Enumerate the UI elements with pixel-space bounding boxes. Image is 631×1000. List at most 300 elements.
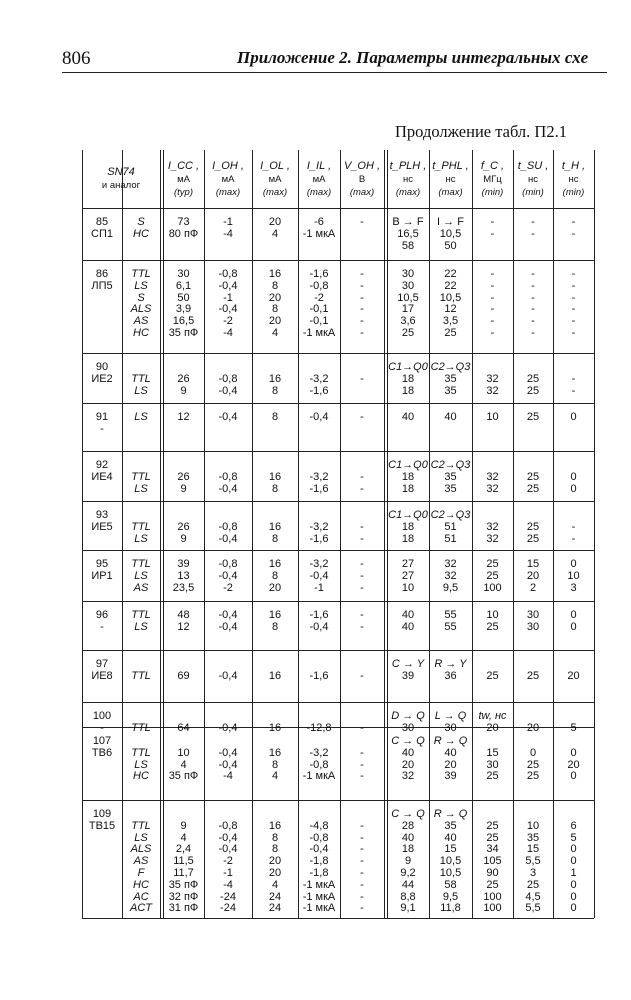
cell-line: 22 [444, 268, 457, 280]
cell-line: - [360, 902, 364, 915]
cell-line: -1,6 [309, 268, 329, 280]
cell-line: R → Y [434, 658, 467, 670]
cell-tphl [429, 809, 472, 915]
cell-line: 8 [271, 843, 279, 856]
cell-line: C → Y [391, 658, 425, 670]
cell-line: 0 [570, 878, 577, 891]
cell-line: 0 [570, 411, 577, 423]
cell-iil [298, 522, 340, 546]
cell-voh [340, 671, 384, 683]
cell-series [122, 374, 160, 398]
cell-series [122, 412, 160, 424]
cell-series [122, 671, 160, 683]
cell-line: 5,5 [525, 855, 541, 868]
cell-line: 6 [570, 819, 577, 832]
cell-line: 15 [444, 843, 457, 856]
cell-line: HC [133, 770, 149, 783]
cell-line: ТВ15 [88, 819, 116, 832]
cell-tplh [387, 809, 429, 915]
cell-line: 25 [526, 758, 540, 771]
cell-line: - [571, 268, 576, 280]
cell-line: 100 [483, 902, 502, 915]
cell-line: 35 пФ [168, 326, 199, 339]
header-cell [298, 150, 340, 208]
cell-line: 50 [444, 239, 457, 252]
cell-iil [298, 269, 340, 340]
cell-line: 32 [486, 372, 499, 385]
cell-line: 4 [271, 326, 279, 339]
cell-line: ТВ6 [91, 746, 113, 759]
table-row [82, 601, 594, 650]
cell-line: 30 [401, 268, 415, 280]
cell-line: -4 [223, 326, 233, 339]
cell-line: -1 [314, 581, 324, 594]
cell-line: 25 [444, 326, 457, 339]
cell-ioh [204, 610, 252, 634]
cell-line: 8,8 [400, 890, 416, 903]
cell-line: 32 [444, 558, 457, 570]
cell-line: LS [134, 569, 148, 582]
cell-line: 40 [444, 411, 457, 423]
cell-line: -0,4 [218, 482, 238, 495]
cell-tsu [513, 748, 553, 783]
cell-line: - [571, 384, 576, 397]
cell-line: 18 [401, 470, 415, 483]
cell-line: -1 [223, 216, 233, 228]
table-row [82, 353, 594, 403]
cell-line: 97 [95, 658, 109, 670]
cell-line: AS [133, 855, 149, 868]
cell-voh [340, 412, 384, 424]
cell-line: 8 [271, 532, 279, 545]
cell-line: - [360, 878, 364, 891]
cell-line: - [360, 819, 364, 832]
cell-iol [252, 472, 298, 496]
cell-line: 9 [180, 482, 187, 495]
cell-line: - [531, 279, 535, 292]
cell-line: C1→Q0 [388, 459, 428, 471]
cell-line: -0,4 [218, 758, 238, 771]
cell-fc [472, 748, 513, 783]
cell-line: TTL [131, 609, 151, 621]
cell-line: 25 [526, 532, 540, 545]
cell-line: 55 [444, 620, 457, 633]
cell-line: - [100, 620, 104, 633]
cell-iol [252, 217, 298, 241]
cell-line: -0,4 [218, 669, 238, 682]
cell-line: - [360, 372, 364, 385]
cell-line: - [571, 326, 576, 339]
cell-fc [472, 412, 513, 424]
cell-line: 12 [444, 303, 457, 316]
cell-tphl [429, 559, 472, 594]
cell-line: 25 [526, 411, 540, 423]
cell-line: 10 [486, 609, 499, 621]
cell-line: 1 [570, 866, 577, 879]
cell-tsu [513, 610, 553, 634]
cell-line: -1,6 [309, 384, 329, 397]
cell-icc [163, 610, 204, 634]
cell-line: -24 [220, 902, 236, 915]
cell-line: - [571, 291, 576, 304]
cell-th [553, 671, 594, 683]
cell-line: -1 мкА [302, 890, 336, 903]
cell-line: 10,5 [439, 227, 462, 240]
cell-line: 3,6 [400, 315, 416, 328]
header-cell [553, 150, 594, 208]
cell-line: C1→Q0 [388, 361, 428, 373]
table-row [82, 800, 594, 918]
cell-line: 40 [401, 831, 415, 844]
table-row [82, 260, 594, 353]
cell-tphl [429, 217, 472, 252]
cell-line: - [360, 770, 364, 783]
cell-line: 95 [95, 558, 109, 570]
cell-line: 25 [486, 819, 499, 832]
cell-line: - [360, 303, 364, 316]
cell-iil [298, 671, 340, 683]
cell-line: 32 [486, 470, 499, 483]
cell-line: 58 [444, 878, 457, 891]
cell-series [122, 559, 160, 594]
cell-line: - [360, 669, 364, 682]
cell-line: 24 [268, 902, 282, 915]
cell-line: 8 [271, 411, 279, 423]
cell-line: -3,2 [309, 558, 329, 570]
header-cell [513, 150, 553, 208]
cell-line: -0,4 [218, 569, 238, 582]
cell-line: ALS [130, 303, 152, 316]
cell-line: - [490, 227, 495, 240]
cell-line: 48 [177, 609, 190, 621]
cell-line: -1 мкА [302, 227, 336, 240]
cell-line: 24 [268, 890, 282, 903]
cell-line: 39 [177, 558, 190, 570]
cell-tphl [429, 736, 472, 783]
cell-line: 0 [570, 482, 577, 495]
cell-line: LS [134, 279, 148, 292]
cell-num [82, 362, 122, 386]
header-note: (typ) [174, 186, 193, 198]
cell-ioh [204, 472, 252, 496]
cell-line: 27 [401, 569, 415, 582]
cell-line: - [571, 520, 576, 533]
cell-line: 3,9 [175, 303, 192, 316]
cell-line: - [360, 581, 364, 594]
cell-line: 8 [271, 482, 279, 495]
header-cell [340, 150, 384, 208]
cell-line: -0,4 [309, 843, 329, 856]
cell-line: 5 [570, 831, 577, 844]
cell-line: 8 [271, 279, 279, 292]
cell-line: 35 [526, 831, 540, 844]
cell-line: 9 [404, 855, 412, 868]
cell-line: -1,8 [309, 866, 329, 879]
cell-fc [472, 821, 513, 915]
cell-tsu [513, 559, 553, 594]
cell-line: TTL [131, 819, 151, 832]
cell-line: 20 [526, 569, 540, 582]
cell-line: - [360, 216, 364, 228]
cell-line: 51 [444, 520, 457, 533]
cell-fc [472, 472, 513, 496]
cell-line: AS [133, 581, 149, 594]
cell-line: 35 пФ [168, 878, 199, 891]
cell-line: 31 пФ [168, 902, 199, 915]
cell-line: 36 [444, 669, 457, 682]
cell-icc [163, 412, 204, 424]
cell-line: - [100, 422, 104, 435]
cell-line: 15 [526, 558, 540, 570]
cell-line: -6 [314, 216, 324, 228]
cell-line: 4 [271, 770, 279, 783]
cell-line: 22 [444, 279, 457, 292]
cell-th [553, 374, 594, 398]
cell-line: 26 [177, 520, 190, 533]
cell-fc [472, 559, 513, 594]
cell-line: B → F [392, 216, 424, 228]
header-note: (max) [215, 186, 241, 198]
cell-iol [252, 522, 298, 546]
cell-line: F [137, 866, 145, 879]
cell-th [553, 217, 594, 241]
cell-line: I → F [437, 216, 464, 228]
cell-line: 9 [180, 532, 187, 545]
header-symbol: t_PHL , [432, 159, 469, 172]
header-cell [82, 150, 160, 208]
cell-line: 0 [570, 746, 577, 759]
cell-series [122, 269, 160, 340]
header-note: (min) [522, 186, 544, 198]
cell-ioh [204, 412, 252, 424]
cell-line: - [360, 609, 364, 621]
cell-line: 35 [444, 482, 457, 495]
cell-line: 8 [271, 620, 279, 633]
header-symbol: V_OH , [343, 159, 381, 172]
cell-line: -4 [223, 227, 233, 240]
cell-line: - [490, 268, 495, 280]
cell-line: 0 [570, 902, 577, 915]
header-note: (max) [262, 186, 288, 198]
cell-line: 16,5 [172, 315, 195, 328]
cell-line: - [571, 532, 576, 545]
cell-line: ACT [130, 902, 152, 915]
header-cell [163, 150, 204, 208]
header-unit: нс [445, 173, 456, 185]
cell-line: -0,8 [218, 372, 238, 385]
cell-line: 16 [268, 268, 282, 280]
cell-line: - [531, 216, 535, 228]
table-caption: Продолжение табл. П2.1 [395, 122, 567, 141]
cell-icc [163, 671, 204, 683]
cell-line: 64 [177, 721, 190, 734]
cell-line: 11,8 [440, 902, 461, 915]
header-cell [252, 150, 298, 208]
cell-line: 15 [526, 843, 540, 856]
cell-tplh [387, 659, 429, 683]
cell-line: ЛП5 [91, 279, 113, 292]
cell-num [82, 736, 122, 760]
cell-line: 5,5 [525, 902, 541, 915]
cell-line: -2 [223, 315, 233, 328]
cell-line: 20 [268, 291, 282, 304]
cell-tplh [387, 510, 429, 545]
cell-line: 109 [92, 808, 112, 820]
cell-line: R → Q [433, 808, 468, 820]
cell-line: 40 [444, 746, 457, 759]
header-rule [62, 72, 607, 73]
cell-ioh [204, 217, 252, 241]
cell-iol [252, 412, 298, 424]
cell-num [82, 659, 122, 683]
cell-line: 26 [177, 470, 190, 483]
cell-line: 10 [526, 819, 540, 832]
cell-line: - [490, 326, 495, 339]
cell-voh [340, 748, 384, 783]
table-row [82, 501, 594, 550]
cell-line: - [360, 569, 364, 582]
cell-iol [252, 374, 298, 398]
cell-line: TTL [131, 746, 151, 759]
cell-line: 90 [95, 361, 109, 373]
cell-line: 35 [444, 372, 457, 385]
cell-fc [472, 610, 513, 634]
header-note: (max) [438, 186, 463, 198]
cell-line: 17 [401, 303, 415, 316]
cell-line: -0,4 [309, 620, 329, 633]
cell-line: 40 [401, 620, 415, 633]
cell-th [553, 412, 594, 424]
cell-iol [252, 821, 298, 915]
cell-line: 16 [268, 470, 282, 483]
cell-iil [298, 748, 340, 783]
table-row [82, 451, 594, 501]
cell-line: 2,4 [175, 843, 192, 856]
cell-voh [340, 217, 384, 229]
cell-line: 40 [401, 746, 415, 759]
cell-tphl [429, 412, 472, 424]
cell-line: 44 [401, 878, 415, 891]
cell-line: - [531, 268, 535, 280]
cell-line: -24 [220, 890, 236, 903]
header-unit: нс [403, 173, 413, 185]
cell-voh [340, 374, 384, 386]
cell-line: - [571, 372, 576, 385]
cell-iil [298, 559, 340, 594]
cell-line: - [531, 227, 535, 240]
cell-line: -0,4 [218, 620, 238, 633]
cell-line: 96 [95, 609, 109, 621]
header-unit: нс [528, 173, 538, 185]
cell-line: 40 [401, 411, 415, 423]
header-symbol: SN74 [107, 166, 135, 178]
header-symbol: I_CC , [167, 159, 200, 172]
cell-line: 5 [570, 721, 577, 734]
cell-line: 20 [567, 758, 580, 771]
cell-line: 25 [526, 482, 540, 495]
cell-line: C2→Q3 [430, 361, 471, 373]
cell-line: TTL [131, 268, 151, 280]
cell-line: 25 [486, 831, 499, 844]
cell-tsu [513, 671, 553, 683]
cell-line: 30 [177, 268, 190, 280]
cell-fc [472, 671, 513, 683]
cell-line: - [490, 216, 495, 228]
header-unit: В [358, 173, 366, 185]
cell-line: -0,8 [309, 831, 329, 844]
cell-iil [298, 374, 340, 398]
cell-line: LS [134, 620, 148, 633]
header-unit: мА [268, 173, 282, 185]
cell-line: 25 [486, 770, 499, 783]
cell-line: 58 [401, 239, 415, 252]
cell-line: 18 [401, 482, 415, 495]
cell-line: - [360, 721, 364, 734]
cell-line: - [571, 303, 576, 316]
cell-line: LS [134, 384, 148, 397]
cell-series [122, 748, 160, 783]
cell-line: - [490, 279, 495, 292]
cell-line: 0 [570, 770, 577, 783]
parameters-table [82, 150, 594, 918]
cell-line: -0,8 [218, 819, 238, 832]
cell-tplh [387, 269, 429, 340]
cell-icc [163, 559, 204, 594]
cell-line: 18 [401, 843, 415, 856]
cell-voh [340, 522, 384, 546]
cell-line: - [490, 315, 495, 328]
cell-line: - [490, 303, 495, 316]
cell-line: -1 мкА [302, 878, 336, 891]
cell-line: 107 [92, 735, 112, 747]
cell-line: 16 [268, 819, 282, 832]
cell-line: 32 [444, 569, 457, 582]
cell-line: 20 [567, 669, 580, 682]
cell-line: -0,4 [218, 746, 238, 759]
header-symbol: t_SU , [517, 159, 549, 172]
cell-line: -0,4 [309, 411, 329, 423]
header-note: (max) [349, 186, 375, 198]
cell-icc [163, 269, 204, 340]
cell-line: -1,6 [309, 482, 329, 495]
cell-line: HC [133, 326, 149, 339]
cell-line: 3 [529, 866, 537, 879]
cell-line: 9,1 [400, 902, 416, 915]
cell-line: 32 [486, 384, 499, 397]
cell-line: 10,5 [397, 291, 419, 304]
cell-tplh [387, 362, 429, 397]
cell-line: 32 [486, 482, 499, 495]
cell-line: 25 [486, 620, 499, 633]
cell-tplh [387, 217, 429, 252]
cell-line: - [360, 279, 364, 292]
cell-ioh [204, 522, 252, 546]
cell-line: 18 [401, 532, 415, 545]
cell-line: -0,4 [309, 569, 329, 582]
cell-line: 6,1 [175, 279, 192, 292]
cell-tsu [513, 269, 553, 340]
cell-tplh [387, 460, 429, 495]
cell-line: 55 [444, 609, 457, 621]
cell-line: 30 [401, 279, 415, 292]
cell-line: -1 [223, 291, 233, 304]
cell-line: -0,4 [218, 384, 238, 397]
cell-ioh [204, 374, 252, 398]
cell-line: HC [133, 878, 149, 891]
cell-ioh [204, 671, 252, 683]
cell-icc [163, 748, 204, 783]
cell-tphl [429, 460, 472, 495]
